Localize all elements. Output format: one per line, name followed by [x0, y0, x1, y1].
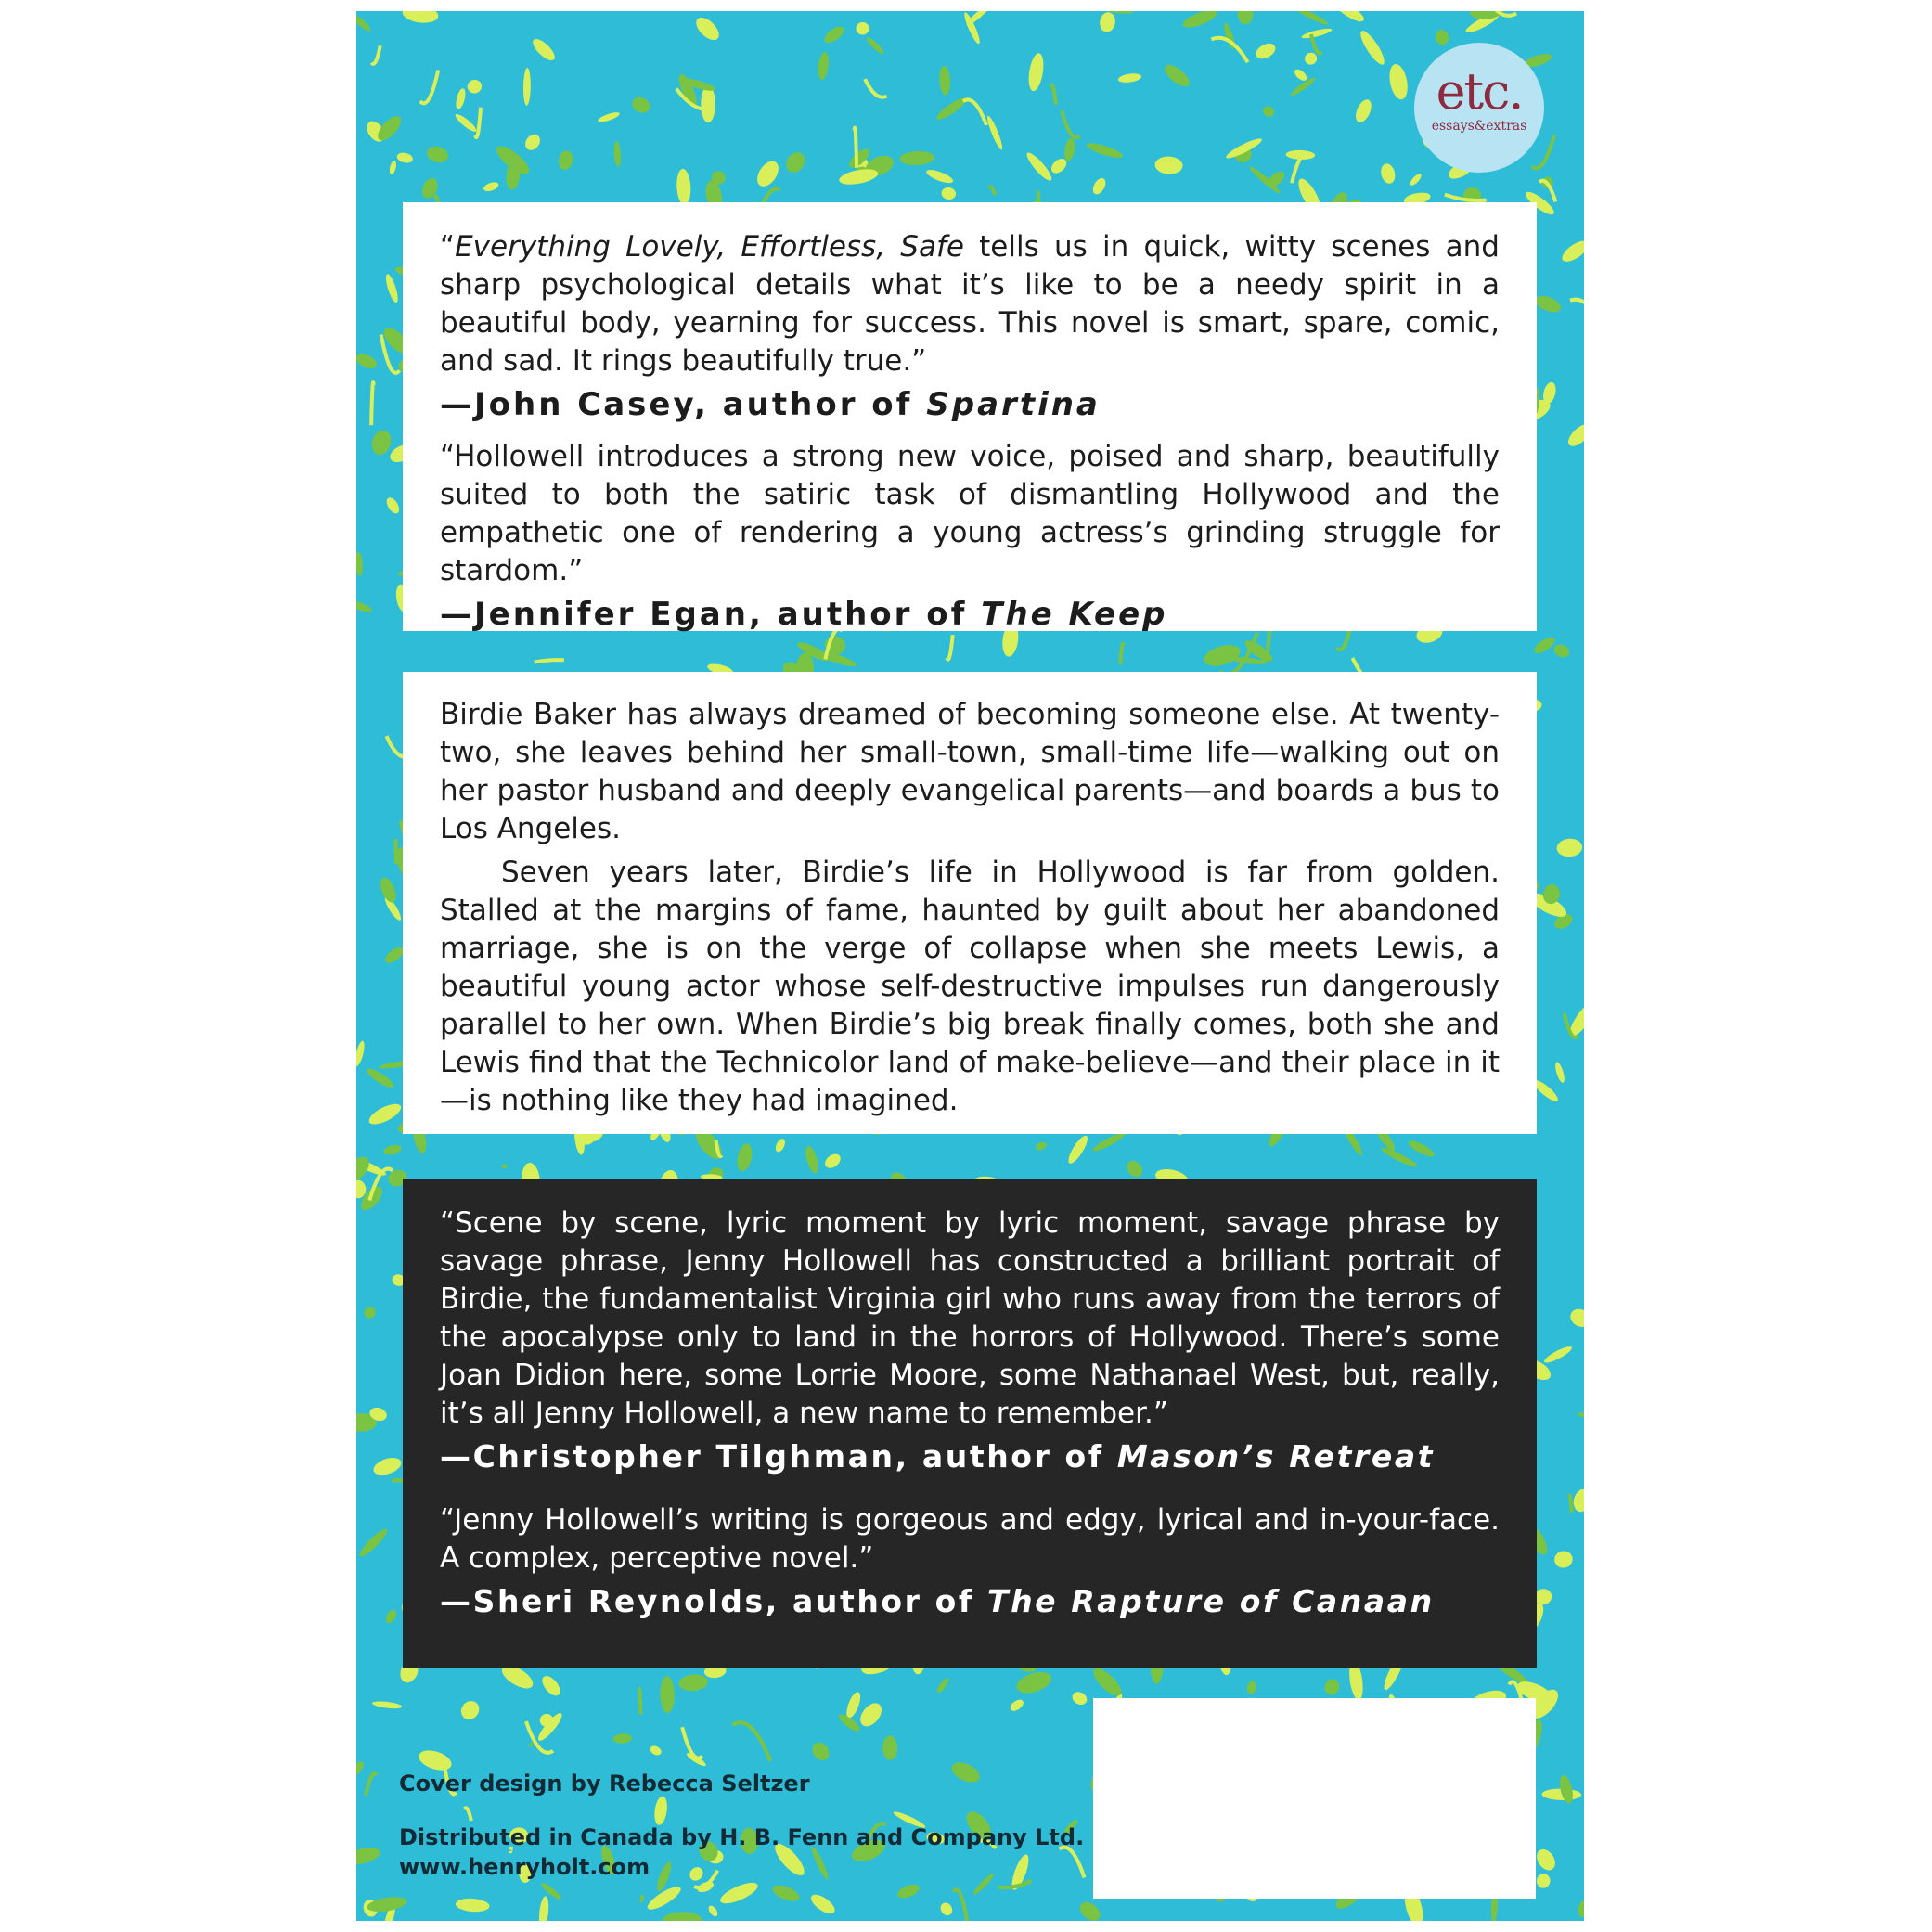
- leaf-shape: [1556, 838, 1583, 858]
- leaf-shape: [1559, 237, 1584, 265]
- leaf-shape: [935, 1676, 951, 1694]
- leaf-shape: [844, 1691, 863, 1720]
- leaf-shape: [1565, 998, 1584, 1039]
- leaf-shape: [1254, 41, 1279, 62]
- book-title: Everything Lovely, Effortless, Safe: [455, 230, 964, 264]
- leaf-shape: [804, 1145, 821, 1175]
- leaf-shape: [1090, 176, 1108, 197]
- vine-stem: [371, 45, 380, 64]
- leaf-shape: [383, 273, 400, 303]
- description-paragraph: Birdie Baker has always dreamed of becoming someone else. At twenty-two, she leaves behind her small-town, small-time life—walking out on her pastor husband and deeply evangelical parents—and boards a bus to Los Angeles.: [440, 698, 1500, 845]
- leaf-shape: [660, 1676, 675, 1713]
- leaf-shape: [1553, 1550, 1575, 1569]
- vine-stem: [1578, 1388, 1584, 1415]
- vine-stem: [366, 1773, 377, 1796]
- leaf-shape: [1386, 62, 1410, 101]
- leaf-shape: [613, 141, 622, 167]
- leaf-shape: [652, 1796, 668, 1826]
- leaf-shape: [855, 21, 869, 36]
- etc-badge: [1414, 43, 1544, 173]
- leaf-shape: [384, 1608, 399, 1625]
- vine-stem: [475, 108, 481, 137]
- leaf-shape: [629, 94, 652, 115]
- leaf-shape: [522, 132, 543, 153]
- vine-stem: [865, 79, 887, 97]
- leaf-shape: [1261, 105, 1276, 119]
- leaf-shape: [687, 1864, 705, 1883]
- leaf-shape: [1553, 1062, 1566, 1084]
- leaf-shape: [1379, 162, 1397, 186]
- leaf-shape: [808, 1891, 838, 1917]
- leaf-shape: [817, 51, 830, 80]
- vine-stem: [963, 99, 986, 125]
- leaf-shape: [663, 1912, 702, 1921]
- blurb-quote: “Jenny Hollowell’s writing is gorgeous and edgy, lyrical and in-your-face. A complex, perceptive novel.”: [440, 1503, 1500, 1575]
- leaf-shape: [701, 85, 715, 122]
- leaf-shape: [895, 1882, 921, 1901]
- leaf-shape: [378, 876, 399, 905]
- leaf-shape: [1237, 11, 1254, 25]
- leaf-shape: [753, 158, 782, 190]
- leaf-shape: [1333, 11, 1367, 25]
- leaf-shape: [782, 148, 809, 175]
- leaf-shape: [371, 1454, 404, 1477]
- vine-stem: [732, 1722, 770, 1761]
- leaf-shape: [557, 149, 573, 171]
- leaf-shape: [645, 1883, 684, 1913]
- leaf-shape: [1065, 1133, 1091, 1166]
- leaf-shape: [948, 1758, 983, 1786]
- blurb-quote: “Hollowell introduces a strong new voice, poised and sharp, beautifully suited to both the satiric task of dismantling Hollywood and the empathetic one of rendering a young actress’s grinding struggle for stardom.”: [440, 440, 1500, 587]
- vine-stem: [682, 1727, 702, 1758]
- leaf-shape: [483, 181, 500, 193]
- leaf-shape: [537, 1896, 549, 1921]
- leaf-shape: [362, 1305, 377, 1320]
- leaf-shape: [1533, 292, 1563, 315]
- leaf-shape: [369, 428, 394, 457]
- leaf-shape: [1565, 420, 1584, 450]
- leaf-shape: [985, 115, 1005, 151]
- leaf-shape: [1180, 11, 1218, 31]
- leaf-shape: [1085, 140, 1124, 161]
- leaf-shape: [1124, 1158, 1145, 1180]
- leaf-shape: [822, 23, 847, 45]
- leaf-shape: [941, 187, 957, 200]
- bottom-blurb-panel: [403, 1179, 1537, 1668]
- vine-stem: [947, 635, 952, 660]
- leaf-shape: [1434, 28, 1450, 46]
- leaf-shape: [367, 1100, 405, 1127]
- leaf-shape: [530, 35, 559, 63]
- leaf-shape: [1531, 634, 1557, 656]
- blurb-attribution: —Christopher Tilghman, author of Mason’s Retreat: [440, 1438, 1436, 1475]
- vine-stem: [1570, 300, 1584, 315]
- leaf-shape: [809, 1739, 833, 1763]
- leaf-shape: [425, 144, 450, 165]
- leaf-shape: [1026, 52, 1046, 92]
- leaf-shape: [356, 598, 373, 614]
- leaf-shape: [1202, 641, 1243, 670]
- leaf-shape: [1076, 1899, 1103, 1921]
- leaf-shape: [1070, 1690, 1089, 1707]
- leaf-shape: [1536, 1873, 1552, 1889]
- leaf-shape: [938, 1900, 955, 1918]
- leaf-shape: [356, 1180, 367, 1199]
- leaf-shape: [455, 1898, 490, 1913]
- distributor-credit: Distributed in Canada by H. B. Fenn and Company Ltd.: [399, 1824, 1085, 1850]
- leaf-shape: [1353, 97, 1374, 125]
- leaf-shape: [402, 11, 440, 25]
- leaf-shape: [1035, 1140, 1049, 1152]
- vine-stem: [465, 1808, 471, 1821]
- description-paragraph: Seven years later, Birdie’s life in Hollywood is far from golden. Stalled at the margins of fame, haunted by guilt about her abandoned marriage, she is on the verge of collapse when she meets Lewis, a beautiful young actor whose self-destructive impulses run dangerously parallel to her own. When Birdie’s big break finally comes, both she and Lewis find that the Technicolor land of make-believe—and their place in it—is nothing like they had imagined.: [440, 856, 1500, 1117]
- leaf-shape: [356, 1759, 366, 1780]
- cover-design-credit: Cover design by Rebecca Seltzer: [399, 1771, 810, 1797]
- vine-stem: [1120, 644, 1124, 664]
- leaf-shape: [466, 78, 483, 95]
- leaf-shape: [389, 160, 398, 174]
- leaf-shape: [735, 1142, 754, 1173]
- leaf-shape: [1063, 137, 1076, 161]
- badge-subtitle: essays&extras: [1431, 119, 1527, 134]
- leaf-shape: [356, 1040, 367, 1067]
- leaf-shape: [938, 66, 950, 96]
- leaf-shape: [865, 35, 885, 56]
- blurb-attribution: —John Casey, author of Spartina: [440, 386, 1101, 423]
- leaf-shape: [1246, 1681, 1257, 1694]
- blurb-quote: “Everything Lovely, Effortless, Safe tells us in quick, witty scenes and sharp psychological details what it’s like to be a needy spirit in a beautiful body, yearning for success. This novel is smart, spare, comic, and sad. It rings beautifully true.”: [440, 230, 1500, 378]
- leaf-shape: [1014, 1668, 1054, 1697]
- leaf-shape: [857, 1699, 886, 1731]
- vine-stem: [1311, 34, 1321, 53]
- leaf-shape: [1409, 172, 1423, 187]
- vine-stem: [1569, 1496, 1572, 1513]
- leaf-shape: [770, 1882, 802, 1904]
- leaf-shape: [654, 1861, 674, 1893]
- leaf-shape: [612, 1733, 632, 1744]
- vine-stem: [641, 1895, 643, 1900]
- leaf-shape: [356, 1845, 381, 1868]
- publisher-website: www.henryholt.com: [399, 1854, 650, 1880]
- leaf-shape: [1161, 61, 1192, 90]
- leaf-shape: [774, 1138, 787, 1153]
- vine-stem: [420, 71, 438, 104]
- leaf-shape: [1567, 1306, 1584, 1331]
- leaf-shape: [454, 87, 467, 109]
- leaf-shape: [685, 1751, 707, 1768]
- leaf-shape: [356, 13, 372, 33]
- leaf-shape: [1357, 28, 1388, 68]
- blurb-quote: “Scene by scene, lyric moment by lyric moment, savage phrase by savage phrase, Jenny Hollowell has constructed a brilliant portrait of Birdie, the fundamentalist Virginia girl who runs away from the terrors of the apocalypse only to land in the horrors of Hollywood. There’s some Joan Didion here, some Lorrie Moore, some Nathanael West, but, really, it’s all Jenny Hollowell, a new name to remember.”: [440, 1206, 1500, 1430]
- leaf-shape: [365, 1065, 396, 1090]
- leaf-shape: [384, 496, 402, 516]
- vine-stem: [855, 128, 857, 168]
- leaf-shape: [1009, 1697, 1025, 1713]
- vine-stem: [1062, 110, 1079, 137]
- vine-stem: [531, 1744, 533, 1746]
- vine-stem: [1050, 85, 1056, 105]
- barcode-area: [1093, 1698, 1536, 1899]
- vine-stem: [953, 1889, 967, 1921]
- leaf-shape: [1533, 1846, 1559, 1874]
- badge-logo-text: etc.: [1436, 62, 1523, 121]
- leaf-shape: [649, 1745, 663, 1758]
- leaf-shape: [523, 68, 532, 106]
- leaf-shape: [822, 1152, 843, 1171]
- leaf-shape: [707, 1904, 720, 1918]
- top-blurb-panel: [403, 202, 1537, 631]
- vine-stem: [396, 839, 397, 863]
- description-panel: [403, 672, 1537, 1134]
- leaf-shape: [1542, 1344, 1574, 1365]
- leaf-shape: [1089, 1665, 1126, 1700]
- vine-stem: [1092, 11, 1132, 12]
- leaf-shape: [1154, 156, 1183, 175]
- leaf-shape: [1577, 1900, 1584, 1918]
- leaf-shape: [1293, 67, 1308, 83]
- leaf-shape: [1380, 1145, 1420, 1169]
- leaf-shape: [1117, 72, 1141, 84]
- leaf-shape: [457, 1697, 483, 1723]
- leaf-shape: [372, 1700, 403, 1710]
- leaf-shape: [1552, 642, 1571, 660]
- leaf-shape: [882, 1735, 897, 1760]
- leaf-shape: [1407, 1138, 1436, 1159]
- blurb-attribution: —Jennifer Egan, author of The Keep: [440, 596, 1168, 633]
- vine-stem: [1211, 38, 1247, 62]
- leaf-shape: [356, 351, 379, 371]
- blurb-attribution: —Sheri Reynolds, author of The Rapture of Canaan: [440, 1583, 1435, 1619]
- leaf-shape: [539, 1673, 564, 1699]
- leaf-shape: [1323, 1678, 1341, 1696]
- leaf-shape: [972, 1872, 996, 1897]
- leaf-shape: [692, 14, 723, 45]
- leaf-shape: [356, 551, 364, 576]
- leaf-shape: [396, 151, 414, 164]
- vine-stem: [989, 187, 996, 195]
- leaf-shape: [597, 110, 620, 123]
- leaf-shape: [357, 1526, 391, 1560]
- leaf-shape: [899, 150, 935, 166]
- leaf-shape: [1098, 11, 1116, 33]
- leaf-shape: [925, 167, 955, 186]
- leaf-shape: [676, 169, 691, 206]
- leaf-shape: [453, 111, 478, 134]
- leaf-shape: [717, 1878, 760, 1907]
- leaf-shape: [678, 1673, 709, 1692]
- leaf-shape: [382, 1143, 402, 1156]
- leaf-shape: [1291, 11, 1329, 27]
- vine-stem: [535, 660, 564, 662]
- vine-stem: [371, 382, 374, 425]
- leaf-shape: [1301, 27, 1333, 41]
- leaf-shape: [1024, 150, 1054, 184]
- vine-stem: [639, 1689, 641, 1714]
